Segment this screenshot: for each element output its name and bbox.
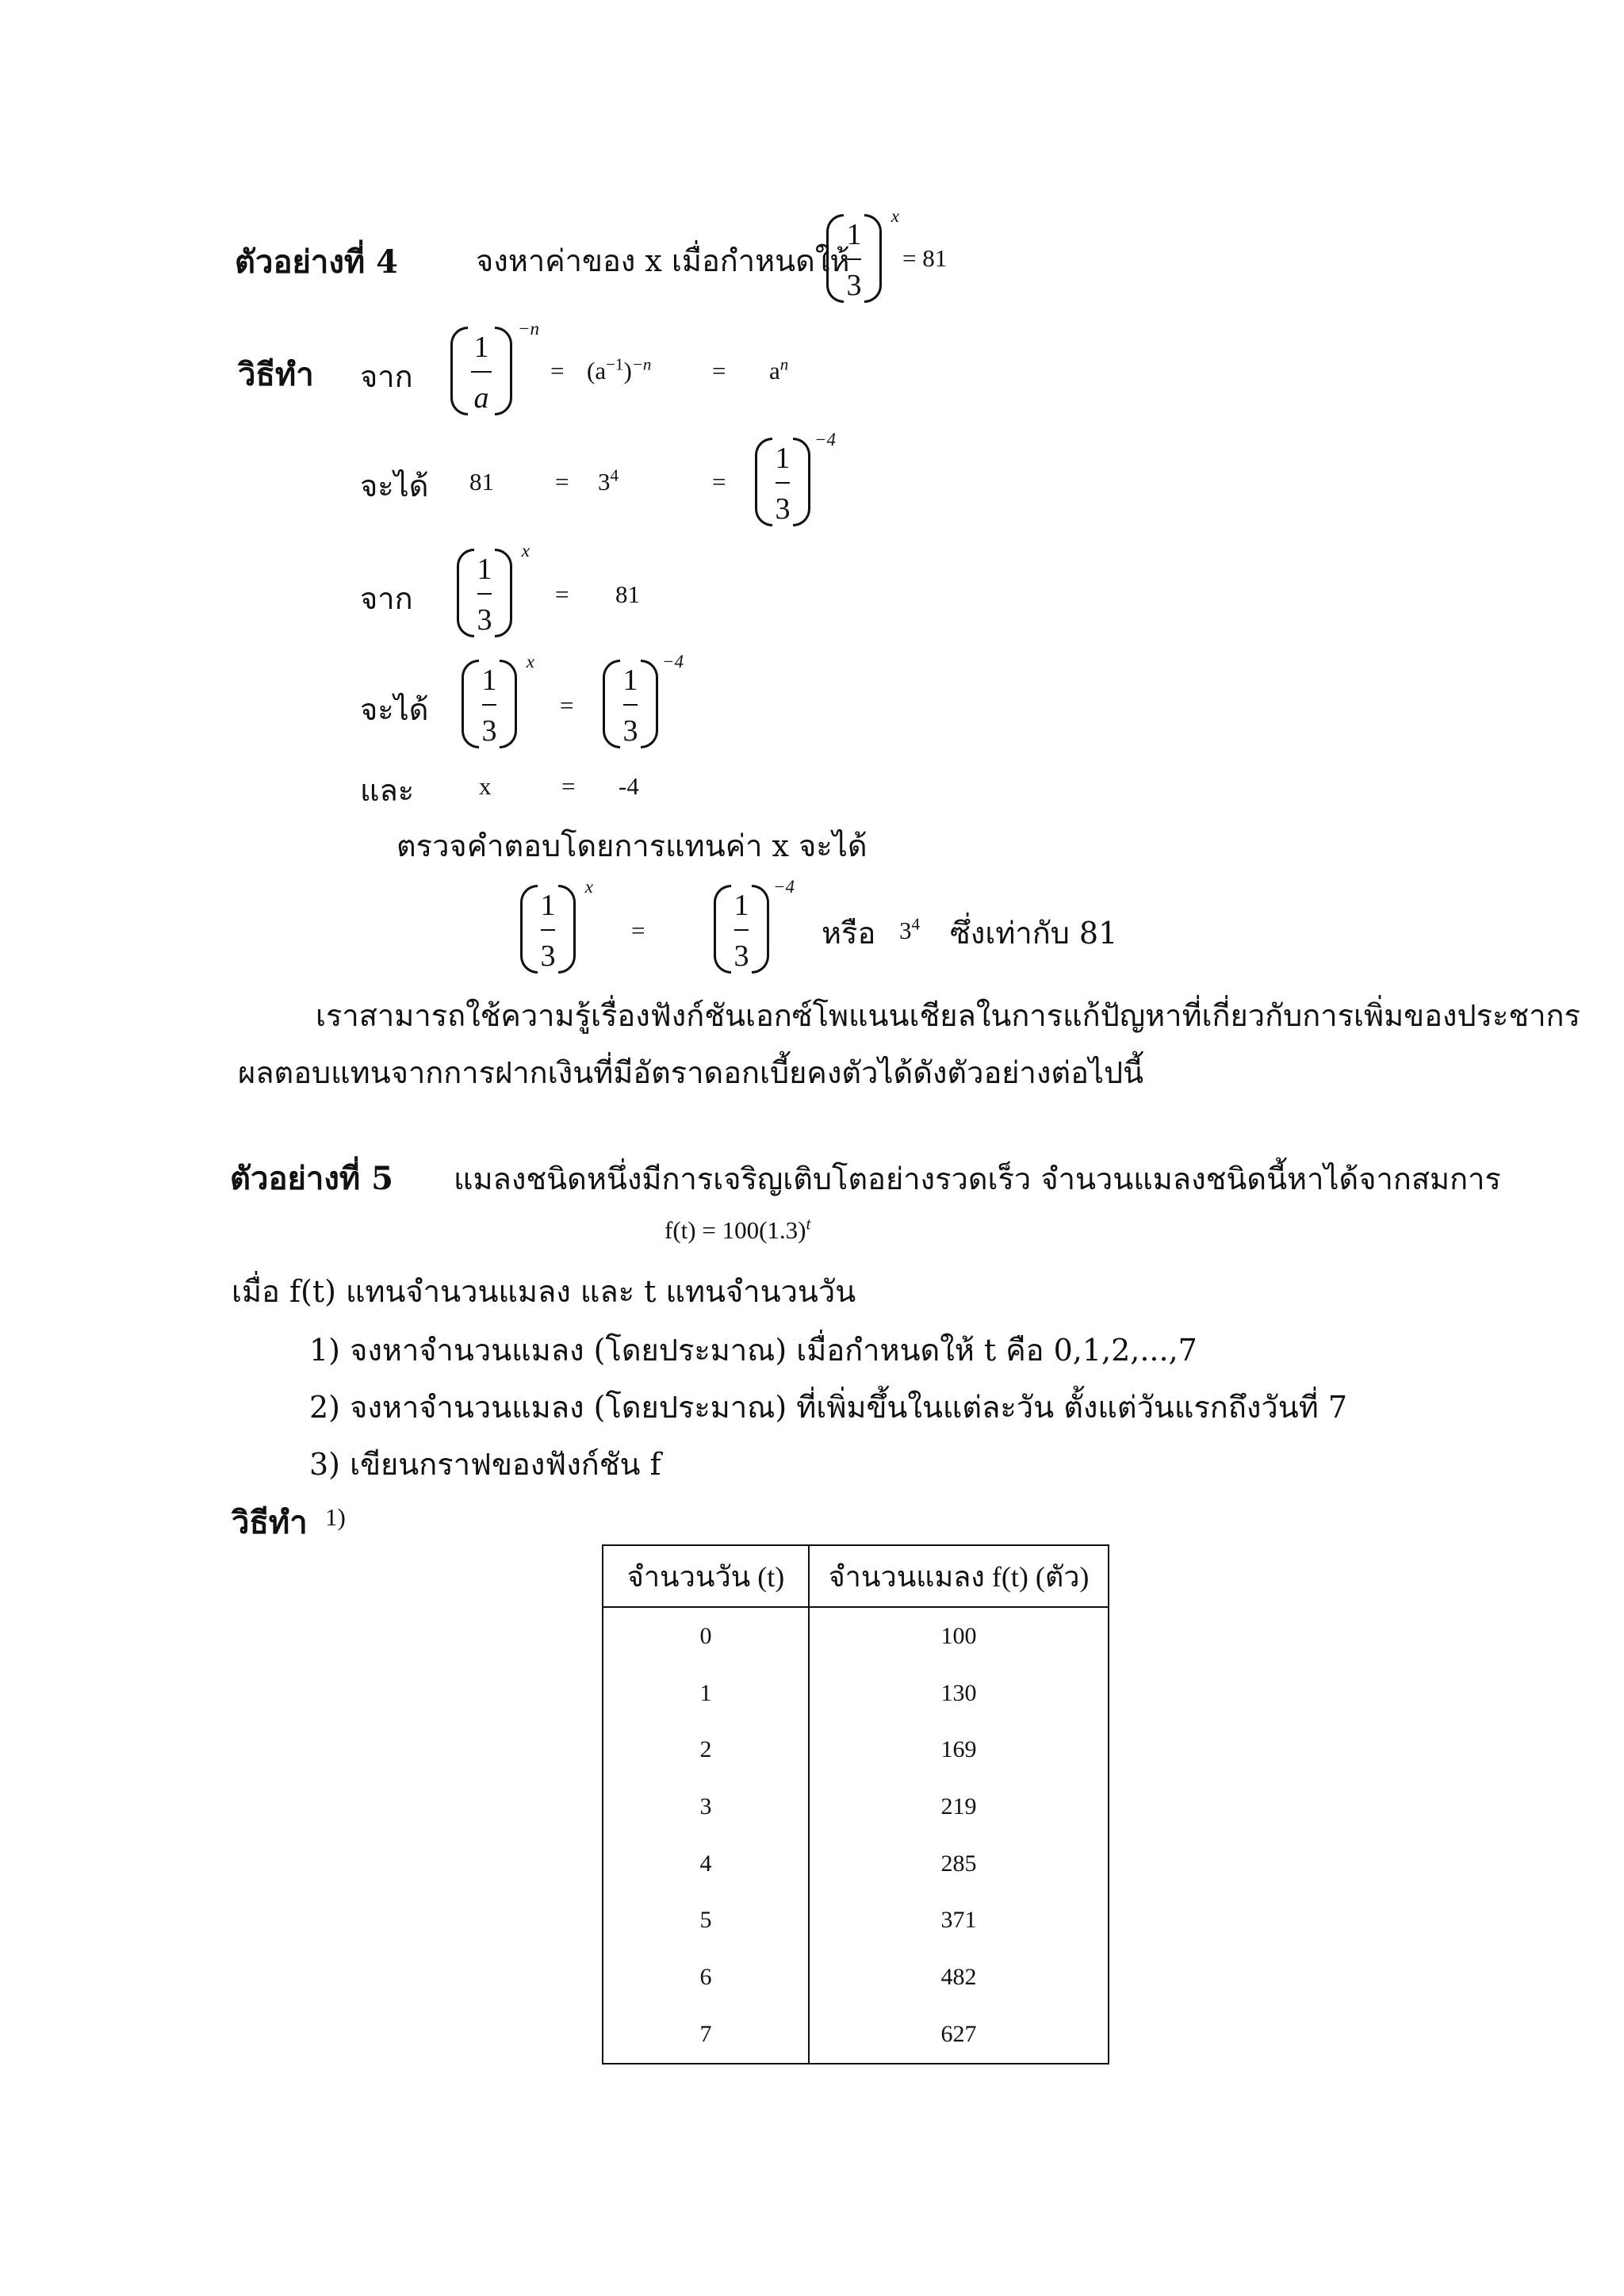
step1-mid-close: ) xyxy=(623,357,632,385)
fraction-one-third-pow-neg4: 1 3 −4 xyxy=(714,885,769,974)
step5-val: -4 xyxy=(619,772,639,800)
fraction-one-third-pow-x: 1 3 x xyxy=(826,214,882,303)
example5-label: ตัวอย่างที่ 5 xyxy=(230,1160,394,1197)
step2-word: จะได้ xyxy=(360,469,429,503)
fraction-one-third-pow-neg4: 1 3 −4 xyxy=(755,438,810,526)
cell-day: 2 xyxy=(603,1721,809,1778)
step3-eq: = xyxy=(555,580,569,608)
step2-eq2: = xyxy=(712,468,726,496)
formula-exp: t xyxy=(806,1214,811,1234)
paragraph-line-1: เราสามารถใช้ความรู้เรื่องฟังก์ชันเอกซ์โพแนนเชียลในการแก้ปัญหาที่เกี่ยวกับการเพิ่มของประชากร xyxy=(316,998,1580,1033)
cell-day: 4 xyxy=(603,1835,809,1892)
cell-day: 0 xyxy=(603,1607,809,1665)
step5-eq: = xyxy=(561,772,576,800)
formula-base: f(t) = 100(1.3) xyxy=(665,1216,806,1244)
example4-prompt: จงหาค่าของ x เมื่อกำหนดให้ xyxy=(476,243,850,278)
cell-count: 100 xyxy=(809,1607,1109,1665)
cell-day: 5 xyxy=(603,1892,809,1949)
table-row xyxy=(603,1949,1109,2006)
check-exp: 4 xyxy=(911,914,920,934)
step1-mid xyxy=(587,354,652,385)
cell-count: 130 xyxy=(809,1665,1109,1722)
solution5-label: วิธีทำ xyxy=(232,1504,308,1541)
task-item-2: 2) จงหาจำนวนแมลง (โดยประมาณ) ที่เพิ่มขึ้นในแต่ละวัน ตั้งแต่วันแรกถึงวันที่ 7 xyxy=(309,1390,1347,1425)
check-text: ตรวจคำตอบโดยการแทนค่า x จะได้ xyxy=(396,828,868,863)
step1-word: จาก xyxy=(360,359,413,394)
example5-formula xyxy=(665,1216,810,1245)
step3-word: จาก xyxy=(360,581,413,616)
step2-left: 81 xyxy=(469,468,494,496)
example4-label: ตัวอย่างที่ 4 xyxy=(235,243,399,281)
table-row xyxy=(603,1721,1109,1778)
solution5-step: 1) xyxy=(325,1503,346,1531)
example5-where: เมื่อ f(t) แทนจำนวนแมลง และ t แทนจำนวนวัน xyxy=(232,1274,856,1309)
step1-eq1: = xyxy=(550,357,565,385)
check-eq: = xyxy=(631,916,645,944)
cell-day: 1 xyxy=(603,1665,809,1722)
table-row xyxy=(603,1665,1109,1722)
cell-count: 627 xyxy=(809,2006,1109,2064)
step4-eq: = xyxy=(560,691,574,719)
step4-word: จะได้ xyxy=(360,692,429,727)
cell-day: 3 xyxy=(603,1778,809,1835)
check-power xyxy=(899,916,920,945)
task-item-1: 1) จงหาจำนวนแมลง (โดยประมาณ) เมื่อกำหนดให้ t คือ 0,1,2,...,7 xyxy=(309,1333,1197,1368)
cell-count: 285 xyxy=(809,1835,1109,1892)
step3-rhs: 81 xyxy=(615,580,640,608)
fraction-one-third-pow-x: 1 3 x xyxy=(457,549,512,637)
fraction-one-over-a-pow-neg-n: 1 a −n xyxy=(450,327,512,415)
check-tail: ซึ่งเท่ากับ 81 xyxy=(950,916,1118,951)
table-row xyxy=(603,1607,1109,1665)
step1-mid-outer-exp: −n xyxy=(631,354,652,374)
table-row xyxy=(603,1778,1109,1835)
step5-word: และ xyxy=(360,773,415,808)
step2-mid xyxy=(598,465,619,496)
fraction-one-third-pow-x: 1 3 x xyxy=(520,885,576,974)
step2-mid-exp: 4 xyxy=(610,465,619,485)
step1-rhs xyxy=(769,354,789,385)
step1-mid-inner-exp: −1 xyxy=(606,354,624,374)
header-insects: จำนวนแมลง f(t) (ตัว) xyxy=(809,1545,1109,1607)
cell-count: 371 xyxy=(809,1892,1109,1949)
paragraph-line-2: ผลตอบแทนจากการฝากเงินที่มีอัตราดอกเบี้ยคงตัวได้ดังตัวอย่างต่อไปนี้ xyxy=(238,1055,1144,1090)
check-base: 3 xyxy=(899,916,912,944)
cell-count: 482 xyxy=(809,1949,1109,2006)
step1-mid-base: (a xyxy=(587,357,607,385)
cell-day: 7 xyxy=(603,2006,809,2064)
insect-population-table xyxy=(602,1544,1109,2064)
step5-var: x xyxy=(479,772,492,800)
example4-rhs: = 81 xyxy=(902,244,948,272)
step1-eq2: = xyxy=(712,357,726,385)
table-row xyxy=(603,1892,1109,1949)
step1-rhs-base: a xyxy=(769,357,780,385)
solution4-label: วิธีทำ xyxy=(238,356,314,393)
table-row xyxy=(603,2006,1109,2064)
fraction-one-third-pow-neg4: 1 3 −4 xyxy=(603,660,658,748)
step2-mid-base: 3 xyxy=(598,468,611,496)
task-item-3: 3) เขียนกราฟของฟังก์ชัน f xyxy=(309,1447,661,1482)
header-days: จำนวนวัน (t) xyxy=(603,1545,809,1607)
step2-eq1: = xyxy=(555,468,569,496)
cell-count: 219 xyxy=(809,1778,1109,1835)
table-header-row xyxy=(603,1545,1109,1607)
cell-day: 6 xyxy=(603,1949,809,2006)
step1-rhs-exp: n xyxy=(779,354,789,374)
example5-text: แมลงชนิดหนึ่งมีการเจริญเติบโตอย่างรวดเร็ว จำนวนแมลงชนิดนี้หาได้จากสมการ xyxy=(454,1161,1501,1196)
fraction-one-third-pow-x: 1 3 x xyxy=(462,660,517,748)
cell-count: 169 xyxy=(809,1721,1109,1778)
table-row xyxy=(603,1835,1109,1892)
check-or: หรือ xyxy=(822,916,876,951)
